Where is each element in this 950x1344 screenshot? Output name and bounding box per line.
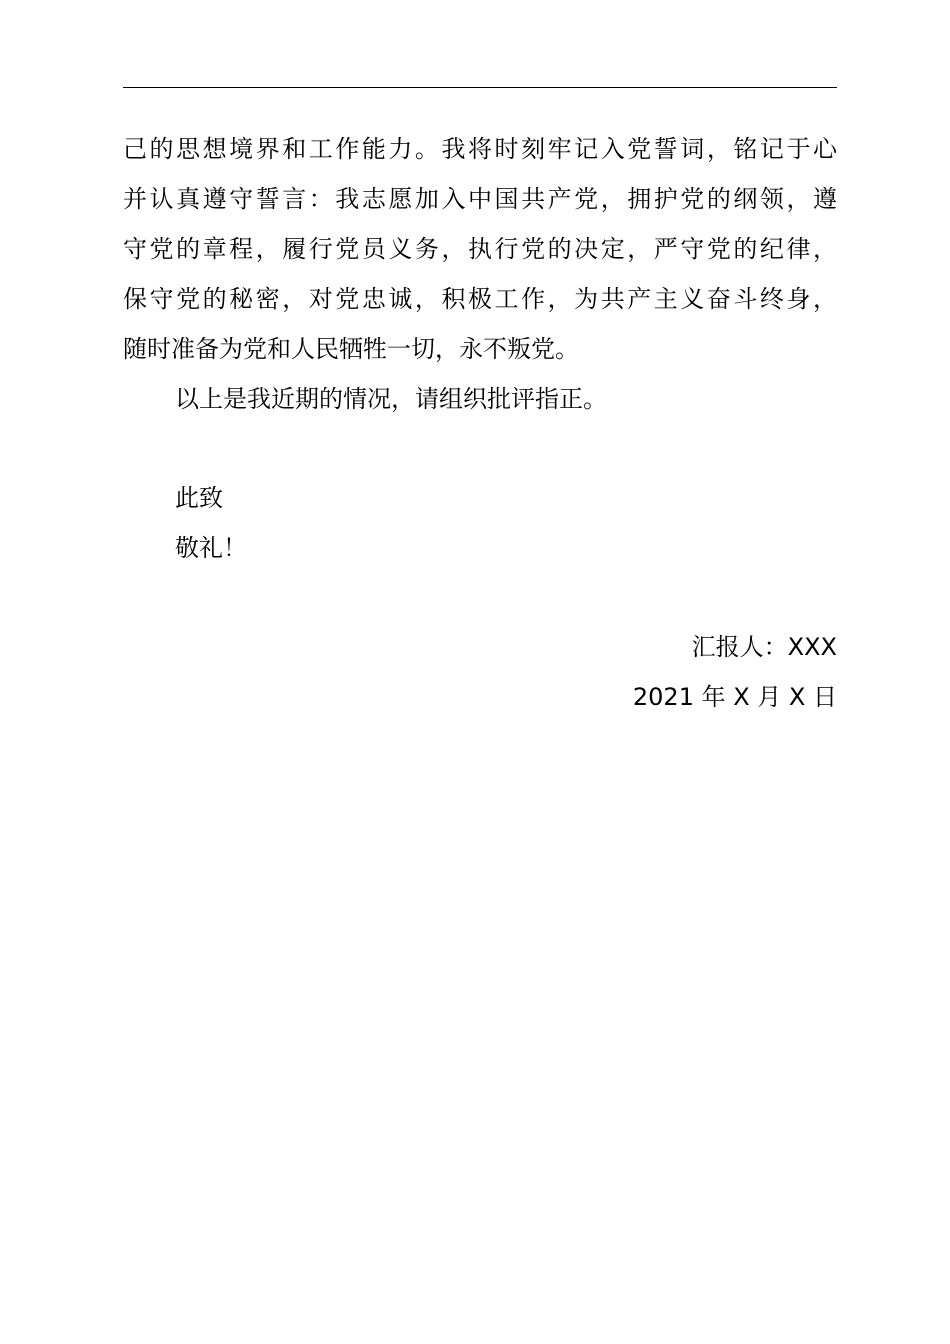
body-line-4: 保守党的秘密，对党忠诚，积极工作，为共产主义奋斗终身， <box>123 285 837 313</box>
body-line-2: 并认真遵守誓言：我志愿加入中国共产党，拥护党的纲领，遵 <box>123 185 837 213</box>
body-line-5: 随时准备为党和人民牺牲一切，永不叛党。 <box>123 335 579 363</box>
body-line-1: 己的思想境界和工作能力。我将时刻牢记入党誓词，铭记于心 <box>123 135 837 163</box>
salutation-jingli: 敬礼！ <box>175 534 247 562</box>
body-line-3: 守党的章程，履行党员义务，执行党的决定，严守党的纪律， <box>123 235 837 263</box>
header-rule <box>123 87 837 88</box>
signature-date: 2021 年 X 月 X 日 <box>632 683 837 711</box>
closing-paragraph: 以上是我近期的情况，请组织批评指正。 <box>175 385 607 413</box>
salutation-cizhi: 此致 <box>175 484 223 512</box>
signature-reporter: 汇报人：XXX <box>691 633 837 661</box>
